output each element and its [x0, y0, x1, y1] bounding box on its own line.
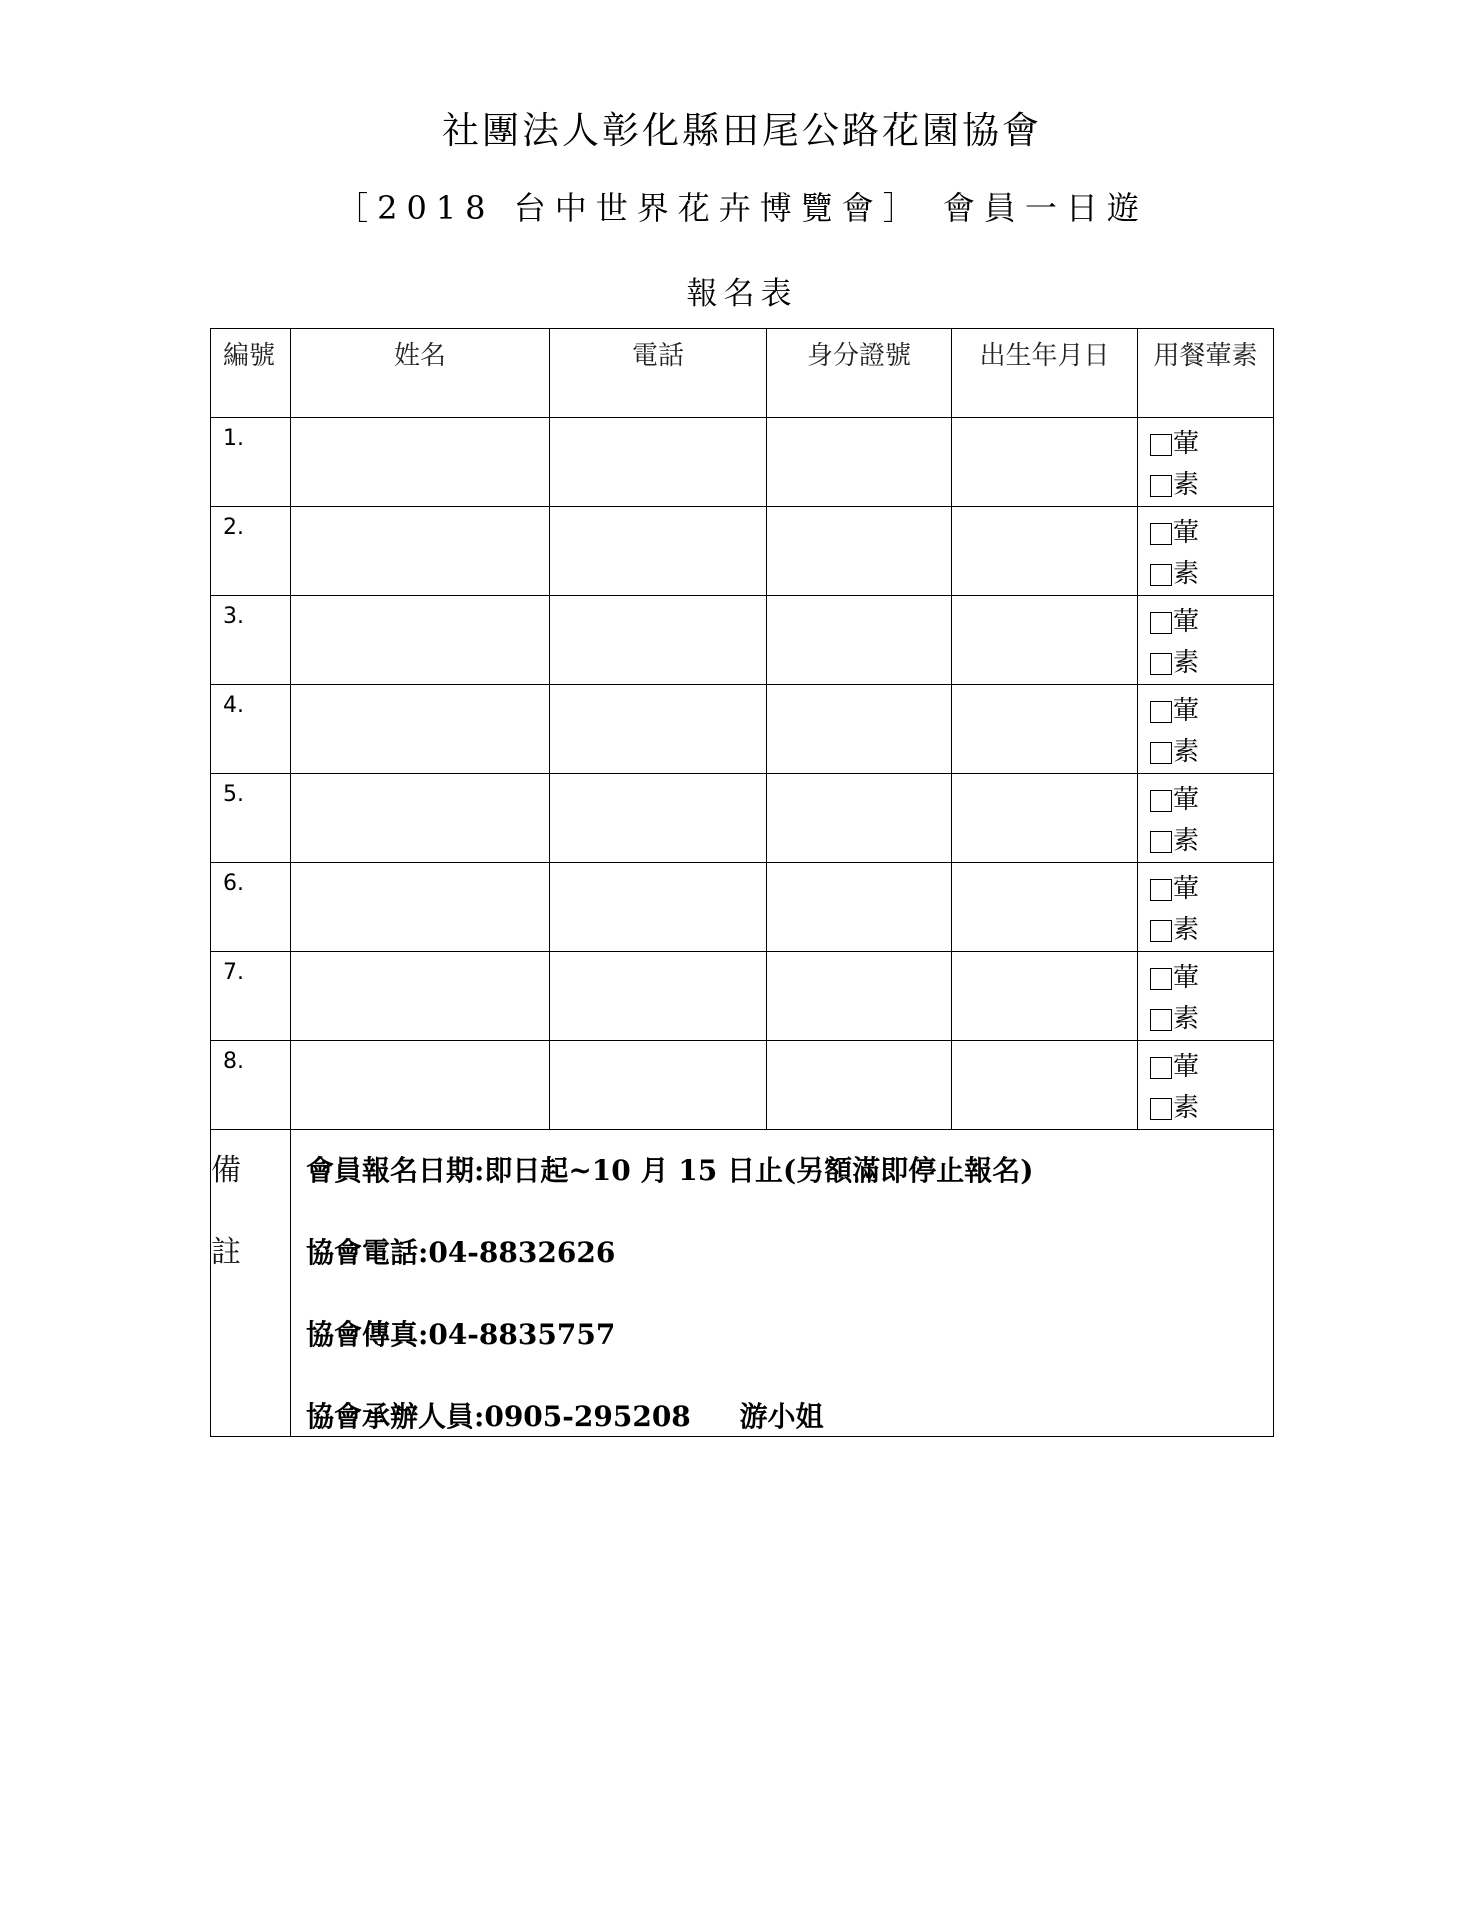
registration-table [210, 328, 1274, 1437]
row-number-cell [211, 952, 291, 1041]
table-header-row [211, 329, 1274, 418]
vegetarian-checkbox[interactable] [1150, 475, 1172, 497]
id-number-field[interactable] [767, 952, 952, 1041]
phone-field[interactable] [550, 685, 767, 774]
row-number-cell [211, 774, 291, 863]
meal-type-cell [1138, 596, 1274, 685]
meal-type-cell [1138, 418, 1274, 507]
column-header-meal-type: 用餐葷素 [1138, 329, 1274, 418]
phone-field[interactable] [550, 507, 767, 596]
meal-type-cell [1138, 685, 1274, 774]
name-field[interactable] [291, 952, 550, 1041]
meat-checkbox[interactable] [1150, 434, 1172, 456]
form-title: 報名表 [686, 276, 798, 312]
remark-line: 協會承辦人員:0905-295208 游小姐 [306, 1400, 824, 1433]
table-row [211, 774, 1274, 863]
vegetarian-option-label: 素 [1173, 1004, 1200, 1034]
vegetarian-option [1150, 999, 1273, 1040]
event-title: ［2018 台中世界花卉博覽會］ 會員一日遊 [336, 189, 1148, 227]
vegetarian-option-label: 素 [1173, 1093, 1200, 1123]
meat-checkbox[interactable] [1150, 701, 1172, 723]
remark-line: 會員報名日期:即日起~10 月 15 日止(另額滿即停止報名) [306, 1154, 1034, 1187]
row-number-cell [211, 863, 291, 952]
row-number: 3. [223, 604, 244, 629]
name-field[interactable] [291, 685, 550, 774]
vegetarian-option [1150, 821, 1273, 862]
phone-field[interactable] [550, 774, 767, 863]
remarks-label [211, 1130, 291, 1437]
name-field[interactable] [291, 507, 550, 596]
vegetarian-option [1150, 910, 1273, 951]
id-number-field[interactable] [767, 507, 952, 596]
row-number: 5. [223, 782, 244, 807]
column-header-name: 姓名 [291, 329, 550, 418]
row-number: 4. [223, 693, 244, 718]
table-row [211, 1041, 1274, 1130]
meat-checkbox[interactable] [1150, 1057, 1172, 1079]
birth-date-field[interactable] [952, 596, 1138, 685]
meat-option [1150, 958, 1273, 999]
table-row [211, 952, 1274, 1041]
id-number-field[interactable] [767, 596, 952, 685]
meat-option-label: 葷 [1173, 1052, 1200, 1082]
remark-line: 協會電話:04-8832626 [306, 1236, 616, 1269]
birth-date-field[interactable] [952, 685, 1138, 774]
vegetarian-checkbox[interactable] [1150, 920, 1172, 942]
table-row [211, 596, 1274, 685]
meat-option [1150, 869, 1273, 910]
meat-option [1150, 424, 1273, 465]
vegetarian-option [1150, 554, 1273, 595]
row-number-cell [211, 596, 291, 685]
remarks-row [211, 1130, 1274, 1437]
vegetarian-option [1150, 643, 1273, 684]
vegetarian-checkbox[interactable] [1150, 1009, 1172, 1031]
table-row [211, 418, 1274, 507]
meat-checkbox[interactable] [1150, 612, 1172, 634]
vegetarian-option [1150, 1088, 1273, 1129]
row-number: 1. [223, 426, 244, 451]
row-number: 7. [223, 960, 244, 985]
vegetarian-option-label: 素 [1173, 915, 1200, 945]
meat-checkbox[interactable] [1150, 523, 1172, 545]
vegetarian-checkbox[interactable] [1150, 831, 1172, 853]
meat-option-label: 葷 [1173, 874, 1200, 904]
phone-field[interactable] [550, 952, 767, 1041]
meat-option [1150, 1047, 1273, 1088]
vegetarian-option [1150, 465, 1273, 506]
birth-date-field[interactable] [952, 774, 1138, 863]
phone-field[interactable] [550, 596, 767, 685]
meat-option [1150, 602, 1273, 643]
id-number-field[interactable] [767, 774, 952, 863]
meat-option [1150, 691, 1273, 732]
id-number-field[interactable] [767, 1041, 952, 1130]
meat-checkbox[interactable] [1150, 790, 1172, 812]
meat-option-label: 葷 [1173, 607, 1200, 637]
row-number: 6. [223, 871, 244, 896]
remarks-label-char-2: 註 [211, 1235, 241, 1270]
meat-option [1150, 780, 1273, 821]
vegetarian-option-label: 素 [1173, 737, 1200, 767]
meal-type-cell [1138, 1041, 1274, 1130]
remark-line: 協會傳真:04-8835757 [306, 1318, 616, 1351]
meat-option-label: 葷 [1173, 696, 1200, 726]
vegetarian-checkbox[interactable] [1150, 742, 1172, 764]
name-field[interactable] [291, 418, 550, 507]
row-number-cell [211, 418, 291, 507]
birth-date-field[interactable] [952, 952, 1138, 1041]
meat-option [1150, 513, 1273, 554]
vegetarian-option-label: 素 [1173, 559, 1200, 589]
vegetarian-option-label: 素 [1173, 470, 1200, 500]
vegetarian-option-label: 素 [1173, 826, 1200, 856]
column-header-phone: 電話 [550, 329, 767, 418]
row-number-cell [211, 507, 291, 596]
name-field[interactable] [291, 1041, 550, 1130]
birth-date-field[interactable] [952, 507, 1138, 596]
vegetarian-checkbox[interactable] [1150, 653, 1172, 675]
remarks-content [291, 1130, 1274, 1437]
column-header-id-number: 身分證號 [767, 329, 952, 418]
vegetarian-option-label: 素 [1173, 648, 1200, 678]
column-header-number: 編號 [211, 329, 291, 418]
column-header-birth-date: 出生年月日 [952, 329, 1138, 418]
phone-field[interactable] [550, 1041, 767, 1130]
name-field[interactable] [291, 863, 550, 952]
vegetarian-checkbox[interactable] [1150, 564, 1172, 586]
meal-type-cell [1138, 774, 1274, 863]
phone-field[interactable] [550, 863, 767, 952]
table-row [211, 863, 1274, 952]
meat-option-label: 葷 [1173, 963, 1200, 993]
id-number-field[interactable] [767, 418, 952, 507]
table-row [211, 685, 1274, 774]
row-number-cell [211, 1041, 291, 1130]
vegetarian-option [1150, 732, 1273, 773]
birth-date-field[interactable] [952, 1041, 1138, 1130]
meal-type-cell [1138, 952, 1274, 1041]
meat-option-label: 葷 [1173, 429, 1200, 459]
organization-title: 社團法人彰化縣田尾公路花園協會 [442, 109, 1042, 152]
vegetarian-checkbox[interactable] [1150, 1098, 1172, 1120]
meat-option-label: 葷 [1173, 518, 1200, 548]
remarks-label-char-1: 備 [211, 1153, 241, 1188]
birth-date-field[interactable] [952, 418, 1138, 507]
phone-field[interactable] [550, 418, 767, 507]
id-number-field[interactable] [767, 863, 952, 952]
name-field[interactable] [291, 774, 550, 863]
row-number: 2. [223, 515, 244, 540]
id-number-field[interactable] [767, 685, 952, 774]
meat-checkbox[interactable] [1150, 968, 1172, 990]
name-field[interactable] [291, 596, 550, 685]
row-number-cell [211, 685, 291, 774]
table-row [211, 507, 1274, 596]
meat-checkbox[interactable] [1150, 879, 1172, 901]
meal-type-cell [1138, 507, 1274, 596]
birth-date-field[interactable] [952, 863, 1138, 952]
meal-type-cell [1138, 863, 1274, 952]
meat-option-label: 葷 [1173, 785, 1200, 815]
row-number: 8. [223, 1049, 244, 1074]
